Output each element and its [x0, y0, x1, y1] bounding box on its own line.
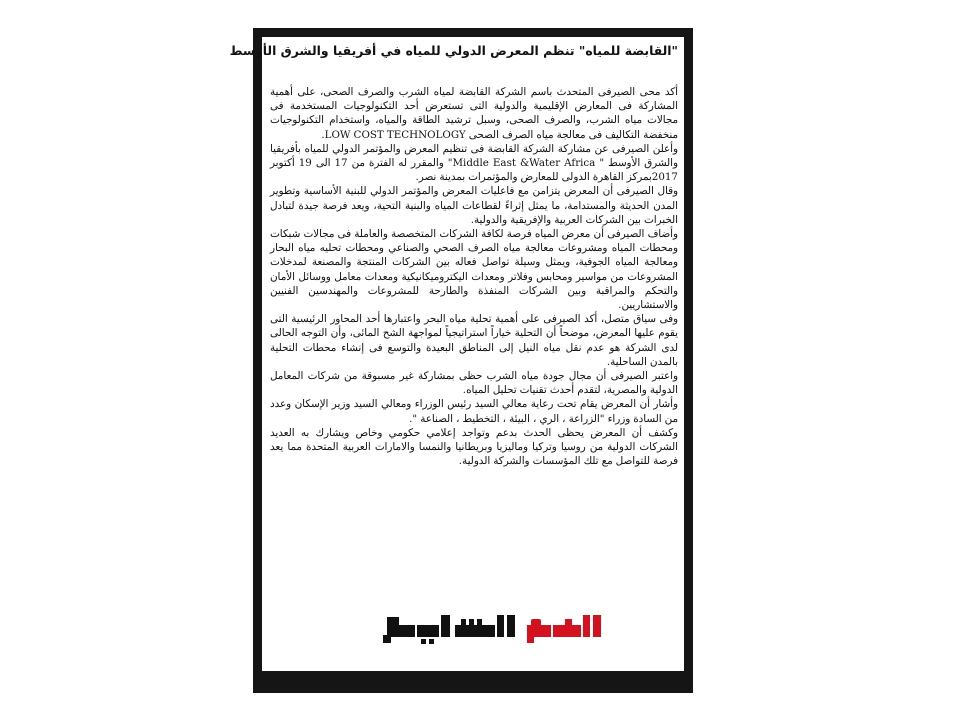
youm7-logo-mark: [357, 609, 627, 649]
article-paragraph: وقال الصيرفى أن المعرض يتزامن مع فاعليات المعرض والمؤتمر الدولي للبنية الأساسية وتطوير المدن الحديثة والمستدامة، ما يمثل إثراءً لقطاعات المياه والبنية التحية، ويعد فرصة جيدة لتبادل الخبرات بين الشركات العربية والإفريقية والدولية.: [270, 185, 678, 226]
article-paragraph: وأضاف الصيرفى أن معرض المياه فرصة لكافة الشركات المتخصصة والعاملة فى مجالات شبكات ومحطات المياه ومشروعات معالجة مياه الصرف الصحي والصناعي ومحطات تحليه مياه البحار ومعالجة المياه الجوفية، ويمثل وسيلة تواصل فعاله بين الشركات المنتجة والمصنعة لمدخلات المشروعات من مواسير ومحابس وفلاتر ومعدات اليكتروميكانيكية ومعدات معامل ووسائل الأمان والتحكم والمراقبة وبين الشركات المنفذة والطارحة للمشروعات والمهندسين الفنيين والاستشاريين.: [270, 228, 678, 312]
logo-red-part: [527, 615, 601, 643]
youm7-logo: [357, 609, 627, 649]
article-body: [270, 85, 678, 468]
logo-black-part: [383, 615, 515, 644]
article-paragraph: وكشف أن المعرض يحظى الحدث بدعم وتواجد إعلامي حكومي وخاص ويشارك به العديد الشركات الدولية من روسيا وتركيا وماليزيا وبريطانيا والنمسا والامارات العربية المتحدة مما يعد فرصة للتواصل مع تلك المؤسسات والشركة الدولية.: [270, 426, 678, 468]
article-paragraph: وفى سياق متصل، أكد الصيرفى على أهمية تحلية مياه البحر واعتبارها أحد المحاور الرئيسية التى يقوم عليها المعرض، موضحاً أن التحلية خياراً استراتيجياً لمواجهة الشح المائى، وأن التوجه الحالى لدى الشركة هو عدم نقل مياه النيل إلى المناطق البعيدة والتوسع فى إنشاء محطات التحلية بالمدن الساحلية.: [270, 313, 678, 368]
article-paragraph: واعتبر الصيرفى أن مجال جودة مياه الشرب حظى بمشاركة غير مسبوقة من شركات المعامل الدولية والمصرية، لتقدم أحدث تقنيات تحليل المياه.: [270, 370, 678, 397]
article-paragraph: أكد محى الصيرفى المتحدث باسم الشركة القابضة لمياه الشرب والصرف الصحى، على أهمية المشاركة فى المعارض الإقليمية والدولية التى تستعرض أحد التكنولوجيات المستخدمة فى مجالات مياه الشرب، والصرف الصحى، وسبل ترشيد الطاقة والمياه، واستخدام التكنولوجيات منخفضة التكاليف فى معالجة مياه الصرف الصحى LOW COST TECHNOLOGY.: [270, 86, 678, 141]
document-body: [229, 37, 684, 671]
article-paragraph: وأشار أن المعرض يقام تحت رعاية معالي السيد رئيس الوزراء ومعالي السيد وزير الإسكان وعدد من السادة وزراء "الزراعة ، الري ، البيئة ، التخطيط ، الصناعة ".: [270, 398, 678, 425]
article-headline: "القابضة للمياه" تنظم المعرض الدولي للمياه في أفريقيا والشرق الأوسط: [229, 43, 678, 58]
article-paragraph: وأعلن الصيرفى عن مشاركة الشركة القابضة فى تنظيم المعرض والمؤتمر الدولي للمياه بأفريقيا والشرق الأوسط " Middle East &Water Africa" والمقرر له الفترة من 17 الى 19 أكتوبر 2017بمركز القاهرة الدولى للمعارض والمؤتمرات بمدينة نصر.: [270, 142, 679, 184]
